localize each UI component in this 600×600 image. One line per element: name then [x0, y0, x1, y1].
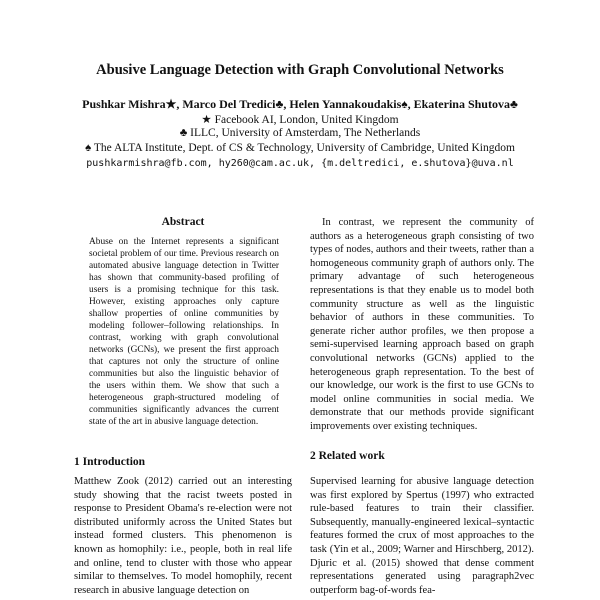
affiliation-facebook: ★ Facebook AI, London, United Kingdom	[201, 114, 399, 126]
author-emails: pushkarmishra@fb.com, hy260@cam.ac.uk, {m.deltredici, e.shutova}@uva.nl	[86, 158, 514, 169]
introduction-heading: 1 Introduction	[74, 456, 146, 468]
affiliation-illc: ♣ ILLC, University of Amsterdam, The Netherlands	[179, 127, 421, 139]
introduction-text: Matthew Zook (2012) carried out an interesting study showing that the racist tweets posted in response to President Obama's re-election were not distributed uniformly across the United States but instead formed clusters. This phenomenon is known as homophily: i.e., people, both in real life and online, tend to cluster with those who appear similar to themselves. To model homophily, recent research in abusive language detection on	[74, 476, 292, 596]
paper-title: Abusive Language Detection with Graph Convolutional Networks	[96, 62, 504, 78]
abstract-text: Abuse on the Internet represents a significant societal problem of our time. Previous research on automated abusive language detection in Twitter has shown that community-based profiling of users is a promising technique for this task. However, existing approaches only capture shallow properties of online communities by modeling follower–following relationships. In contrast, working with graph convolutional networks (GCNs), we present the first approach that captures not only the structure of online communities but also the linguistic behavior of the users within them. We show that such a heterogeneous graph-structured modeling of communities significantly advances the current state of the art in abusive language detection.	[89, 237, 279, 427]
abstract-heading: Abstract	[161, 216, 205, 228]
contribution-paragraph: In contrast, we represent the community of authors as a heterogeneous graph consisting of two types of nodes, authors and their tweets, rather than a homogeneous community graph of authors only. The primary advantage of such heterogeneous representations is that they enable us to model both community structure as well as the linguistic behavior of authors in these communities. To generate richer author profiles, we then propose a semi-supervised learning approach based on graph convolutional networks (GCNs) applied to the heterogeneous graph representation. To the best of our knowledge, our work is the first to use GCNs to model online communities in social media. We demonstrate that our methods provide significant improvements over existing techniques.	[310, 217, 534, 432]
related-work-heading: 2 Related work	[310, 450, 385, 462]
related-work-text: Supervised learning for abusive language detection was first explored by Spertus (1997) who extracted rule-based features to train their classifier. Subsequently, manually-engineered lexical–syntactic features formed the crux of most approaches to the task (Yin et al., 2009; Warner and Hirschberg, 2012). Djuric et al. (2015) showed that dense comment representations generated using paragraph2vec outperform bag-of-words fea-	[310, 476, 534, 596]
author-list: Pushkar Mishra★, Marco Del Tredici♣, Helen Yannakoudakis♠, Ekaterina Shutova♣	[82, 97, 518, 111]
affiliation-alta: ♠ The ALTA Institute, Dept. of CS & Technology, University of Cambridge, United Kingdom	[85, 142, 515, 154]
